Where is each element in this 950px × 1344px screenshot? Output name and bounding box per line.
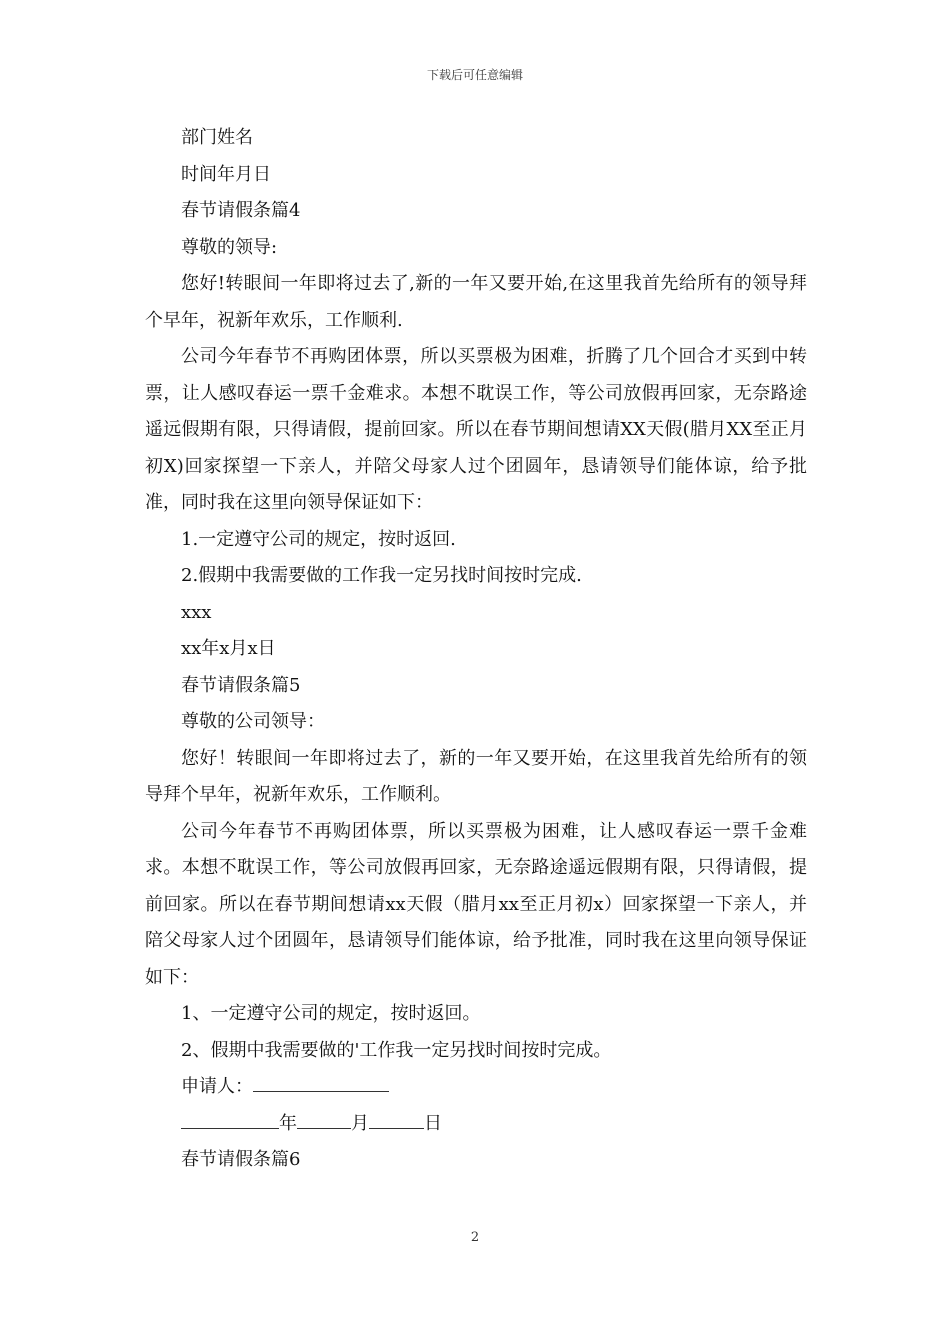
month-label: 月 bbox=[351, 1112, 369, 1134]
year-blank bbox=[181, 1106, 279, 1129]
applicant-blank bbox=[253, 1069, 389, 1092]
promise-item-2: 2.假期中我需要做的工作我一定另找时间按时完成. bbox=[181, 565, 582, 586]
signature-date-4: xx年x月x日 bbox=[181, 638, 276, 659]
promise-item-5-2: 2、假期中我需要做的'工作我一定另找时间按时完成。 bbox=[181, 1039, 612, 1061]
promise-item-5-1: 1、一定遵守公司的规定，按时返回。 bbox=[181, 1003, 481, 1024]
greeting-paragraph-5: 您好！转眼间一年即将过去了，新的一年又要开始，在这里我首先给所有的领导拜个早年，祝新年欢乐，工作顺利。 bbox=[145, 747, 807, 805]
section-title-4: 春节请假条篇4 bbox=[181, 200, 301, 221]
body-paragraph-4: 公司今年春节不再购团体票，所以买票极为困难，折腾了几个回合才买到中转票，让人感叹春运一票千金难求。本想不耽误工作，等公司放假再回家，无奈路途遥远假期有限，只得请假，提前回家。所以在春节期间想请XX天假(腊月XX至正月初X)回家探望一下亲人，并陪父母家人过个团圆年，恳请领导们能体谅，给予批准，同时我在这里向领导保证如下： bbox=[145, 346, 807, 513]
signature-date: 时间年月日 bbox=[181, 163, 271, 185]
promise-item-1: 1.一定遵守公司的规定，按时返回. bbox=[181, 528, 456, 550]
body-paragraph-5: 公司今年春节不再购团体票，所以买票极为困难，让人感叹春运一票千金难求。本想不耽误工作，等公司放假再回家，无奈路途遥远假期有限，只得请假，提前回家。所以在春节期间想请xx天假（腊月xx至正月初x）回家探望一下亲人，并陪父母家人过个团圆年，恳请领导们能体谅，给予批准，同时我在这里向领导保证如下： bbox=[145, 820, 807, 988]
section-title-6: 春节请假条篇6 bbox=[181, 1149, 301, 1170]
document-body bbox=[145, 120, 807, 1179]
applicant-line bbox=[145, 1069, 807, 1106]
salutation-4: 尊敬的领导: bbox=[181, 236, 278, 258]
applicant-label: 申请人： bbox=[181, 1076, 253, 1097]
signature-name-4: xxx bbox=[181, 601, 212, 623]
salutation-5: 尊敬的公司领导： bbox=[181, 711, 325, 732]
day-blank bbox=[369, 1106, 424, 1129]
day-label: 日 bbox=[424, 1112, 442, 1134]
section-title-5: 春节请假条篇5 bbox=[181, 674, 301, 696]
signature-department: 部门姓名 bbox=[181, 127, 253, 148]
month-blank bbox=[297, 1106, 351, 1129]
date-blank-line bbox=[145, 1106, 807, 1143]
greeting-paragraph-4: 您好!转眼间一年即将过去了,新的一年又要开始,在这里我首先给所有的领导拜个早年，祝新年欢乐，工作顺利. bbox=[145, 273, 807, 331]
page-header: 下载后可任意编辑 bbox=[426, 68, 523, 82]
page-number: 2 bbox=[470, 1230, 480, 1245]
year-label: 年 bbox=[279, 1112, 297, 1134]
